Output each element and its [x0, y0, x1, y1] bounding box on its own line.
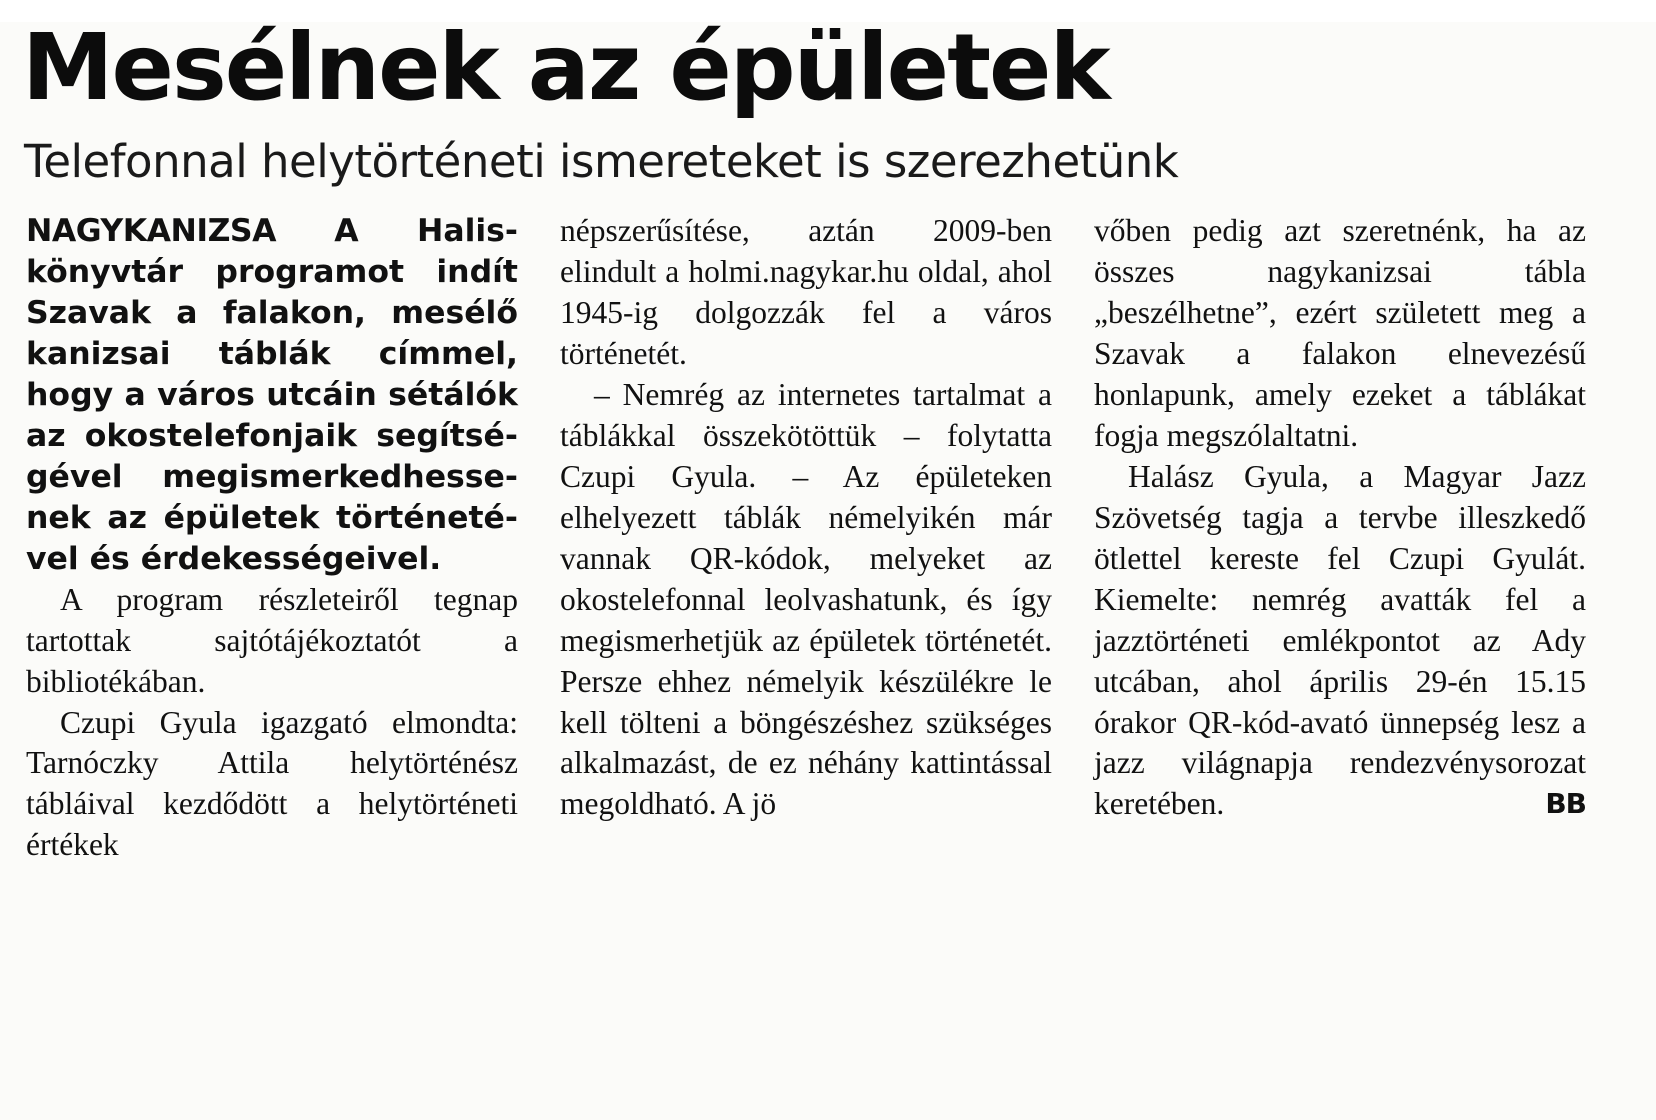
article-subheadline: Telefonnal helytörténeti ismereteket is szerezhetünk	[24, 135, 1179, 188]
paragraph: vőben pedig azt szeretnénk, ha az összes nagykanizsai tábla „beszélhetne”, ezért született meg a Szavak a falakon elnevezésű honlapunk, amely ezeket a táblákat fogja megszólaltatni.	[1094, 213, 1586, 453]
lead-text: A Haliskönyvtár programot indít Szavak a falakon, mesélő kanizsai táblák címmel, hogy a város utcáin sétálók az okostelefonjaik segítségével megismerkedhessenek az épületek történetével és érdekességeivel.	[26, 213, 518, 577]
column-1	[26, 211, 518, 866]
byline: BB	[1545, 787, 1586, 821]
paragraph: – Nemrég az internetes tartalmat a táblákkal összekötöttük – folytatta Czupi Gyula. – Az épületeken elhelyezett táblák némelyikén már vannak QR-kódok, melyeket az okostelefonnal leolvashatunk, és így megismerhetjük az épületek történetét. Persze ehhez némelyik készülékre le kell tölteni a böngészéshez szükséges alkalmazást, de ez néhány kattintással megoldható. A jö	[560, 377, 1052, 822]
page-title: Mesélnek az épületek	[22, 14, 1109, 121]
paragraph: Czupi Gyula igazgató elmondta: Tarnóczky Attila helytörténész tábláival kezdődött a helytörténeti értékek	[26, 704, 518, 863]
article-body-columns	[26, 211, 1634, 866]
lead-paragraph	[26, 211, 518, 579]
dateline: NAGYKANIZSA	[26, 213, 276, 250]
paragraph: A program részleteiről tegnap tartottak sajtótájékoztatót a bibliotékában.	[26, 581, 518, 699]
column-2	[560, 211, 1052, 825]
newspaper-article-page	[0, 14, 1656, 1120]
paragraph: Halász Gyula, a Magyar Jazz Szövetség tagja a tervbe illeszkedő ötlettel kereste fel Czupi Gyulát. Kiemelte: nemrég avatták fel a jazztörténeti emlékpontot az Ady utcában, ahol április 29-én 15.15 órakor QR-kód-avató ünnepség lesz a jazz világnapja rendezvénysorozat keretében.	[1094, 458, 1586, 822]
paragraph: népszerűsítése, aztán 2009-ben elindult a holmi.nagykar.hu oldal, ahol 1945-ig dolgozzák fel a város történetét.	[560, 213, 1052, 372]
column-3	[1094, 211, 1586, 820]
